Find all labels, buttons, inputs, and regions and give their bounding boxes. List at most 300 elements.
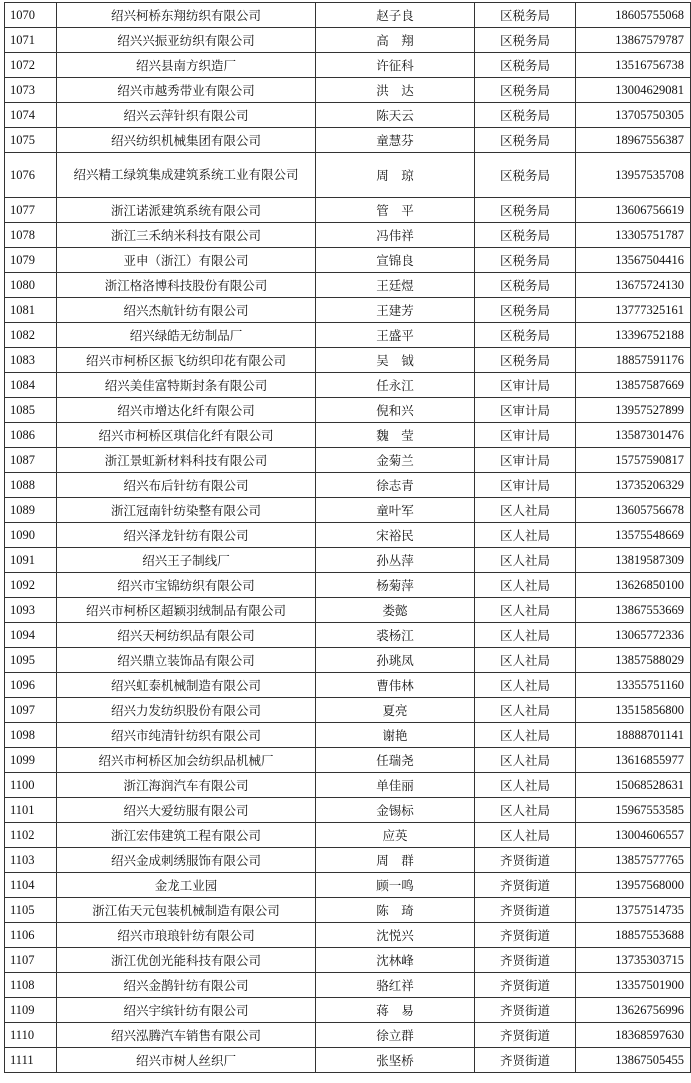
company-name-cell [57,698,316,723]
row-number-text: 1092 [10,577,35,592]
table-row [5,473,691,498]
row-number-cell [5,3,57,28]
table-row [5,573,691,598]
department-cell [475,103,576,128]
phone-number-text: 13004606557 [615,827,684,842]
department-text: 区审计局 [499,452,550,468]
contact-person-text: 周 琼 [376,167,414,183]
company-name-cell [57,823,316,848]
department-text: 齐贤街道 [499,1052,550,1068]
phone-number-text: 13355751160 [615,677,684,692]
row-number-text: 1098 [10,727,35,742]
table-row [5,823,691,848]
contact-person-cell [316,698,475,723]
phone-number-cell [576,153,691,198]
row-number-cell [5,348,57,373]
phone-number-cell [576,623,691,648]
phone-number-cell [576,773,691,798]
company-name-text: 绍兴市柯桥区振飞纺织印花有限公司 [85,352,286,368]
row-number-text: 1071 [10,32,35,47]
row-number-cell [5,873,57,898]
row-number-text: 1100 [10,777,35,792]
contact-person-cell [316,423,475,448]
phone-number-cell [576,398,691,423]
table-row [5,973,691,998]
company-name-text: 绍兴市柯桥区加会纺织品机械厂 [98,752,274,768]
department-cell [475,423,576,448]
contact-person-text: 童慧芬 [376,132,414,148]
row-number-text: 1087 [10,452,35,467]
phone-number-cell [576,923,691,948]
company-name-text: 绍兴市增达化纤有限公司 [117,402,255,418]
department-cell [475,548,576,573]
phone-number-text: 13616855977 [615,752,684,767]
contact-person-text: 沈悦兴 [376,927,414,943]
company-name-text: 绍兴市树人丝织厂 [135,1052,236,1068]
company-name-cell [57,648,316,673]
row-number-text: 1095 [10,652,35,667]
table-row [5,673,691,698]
department-cell [475,598,576,623]
phone-number-text: 18967556387 [615,132,684,147]
phone-number-cell [576,3,691,28]
table-row [5,348,691,373]
row-number-cell [5,398,57,423]
department-cell [475,923,576,948]
phone-number-cell [576,698,691,723]
contact-person-text: 任瑞尧 [376,752,414,768]
contact-person-cell [316,273,475,298]
phone-number-text: 13305751787 [615,227,684,242]
table-row [5,773,691,798]
contact-person-cell [316,198,475,223]
company-name-text: 浙江优创光能科技有限公司 [110,952,261,968]
table-row [5,548,691,573]
company-name-text: 绍兴绿皓无纺制品厂 [129,327,243,343]
department-cell [475,78,576,103]
contact-person-cell [316,298,475,323]
row-number-cell [5,1023,57,1048]
row-number-cell [5,748,57,773]
department-cell [475,798,576,823]
contact-person-cell [316,923,475,948]
department-cell [475,398,576,423]
contact-person-text: 张坚桥 [376,1052,414,1068]
company-name-cell [57,923,316,948]
department-cell [475,948,576,973]
company-name-text: 绍兴县南方织造厂 [135,57,236,73]
company-name-cell [57,673,316,698]
company-name-cell [57,78,316,103]
phone-number-cell [576,598,691,623]
phone-number-text: 13857588029 [615,652,684,667]
contact-person-cell [316,973,475,998]
department-text: 区税务局 [499,327,550,343]
contact-person-cell [316,498,475,523]
row-number-cell [5,248,57,273]
contact-person-text: 沈林峰 [376,952,414,968]
department-text: 区税务局 [499,202,550,218]
phone-number-text: 13819587309 [615,552,684,567]
contact-person-text: 任永江 [376,377,414,393]
company-name-text: 绍兴云萍针织有限公司 [123,107,249,123]
department-text: 区税务局 [499,352,550,368]
department-cell [475,323,576,348]
department-cell [475,573,576,598]
row-number-text: 1102 [10,827,35,842]
company-name-text: 绍兴王子制线厂 [142,552,230,568]
phone-number-text: 13735303715 [615,952,684,967]
table-row [5,898,691,923]
phone-number-cell [576,873,691,898]
department-text: 齐贤街道 [499,927,550,943]
company-name-cell [57,973,316,998]
row-number-text: 1111 [10,1052,34,1067]
company-name-text: 浙江佑天元包装机械制造有限公司 [92,902,280,918]
phone-number-text: 13516756738 [615,57,684,72]
contact-person-cell [316,103,475,128]
department-text: 区人社局 [499,527,550,543]
company-name-text: 浙江格洛博科技股份有限公司 [104,277,268,293]
company-name-text: 绍兴金成刺绣服饰有限公司 [110,852,261,868]
contact-person-cell [316,648,475,673]
company-name-cell [57,153,316,198]
phone-number-cell [576,323,691,348]
row-number-text: 1103 [10,852,35,867]
table-row [5,323,691,348]
contact-person-text: 宋裕民 [376,527,414,543]
row-number-text: 1108 [10,977,35,992]
department-text: 区税务局 [499,277,550,293]
table-row [5,298,691,323]
row-number-text: 1073 [10,82,35,97]
contact-person-cell [316,898,475,923]
department-text: 区人社局 [499,752,550,768]
department-cell [475,198,576,223]
company-name-text: 绍兴市纯清针纺织有限公司 [110,727,261,743]
contact-person-cell [316,448,475,473]
company-name-cell [57,573,316,598]
department-text: 区人社局 [499,552,550,568]
table-row [5,223,691,248]
company-name-cell [57,128,316,153]
phone-number-cell [576,948,691,973]
contact-person-cell [316,848,475,873]
row-number-cell [5,523,57,548]
table-row [5,53,691,78]
row-number-cell [5,773,57,798]
contact-person-cell [316,1048,475,1073]
phone-number-cell [576,648,691,673]
department-cell [475,248,576,273]
company-name-cell [57,773,316,798]
table-row [5,78,691,103]
row-number-text: 1094 [10,627,35,642]
company-name-cell [57,28,316,53]
row-number-text: 1090 [10,527,35,542]
phone-number-cell [576,198,691,223]
department-text: 区人社局 [499,802,550,818]
phone-number-text: 15068528631 [615,777,684,792]
contact-person-text: 王建芳 [376,302,414,318]
company-name-cell [57,473,316,498]
company-name-cell [57,498,316,523]
row-number-text: 1101 [10,802,35,817]
department-cell [475,523,576,548]
department-cell [475,973,576,998]
contact-person-text: 管 平 [376,202,414,218]
contact-person-text: 许征科 [376,57,414,73]
row-number-text: 1104 [10,877,35,892]
phone-number-text: 13515856800 [615,702,684,717]
phone-number-cell [576,128,691,153]
row-number-cell [5,223,57,248]
contact-person-cell [316,673,475,698]
company-name-cell [57,873,316,898]
table-row [5,723,691,748]
contact-person-text: 童叶军 [376,502,414,518]
row-number-text: 1097 [10,702,35,717]
company-name-text: 金龙工业园 [154,877,218,893]
phone-number-text: 13357501900 [615,977,684,992]
phone-number-cell [576,723,691,748]
row-number-text: 1077 [10,202,35,217]
phone-number-text: 15757590817 [615,452,684,467]
phone-number-text: 15967553585 [615,802,684,817]
phone-number-text: 13605756678 [615,502,684,517]
table-row [5,598,691,623]
contact-person-cell [316,3,475,28]
phone-number-cell [576,748,691,773]
department-text: 区税务局 [499,57,550,73]
row-number-cell [5,648,57,673]
phone-number-text: 13867553669 [615,602,684,617]
contact-person-cell [316,1023,475,1048]
contact-person-text: 顾一鸣 [376,877,414,893]
company-name-text: 绍兴纺织机械集团有限公司 [110,132,261,148]
company-name-cell [57,448,316,473]
company-name-cell [57,623,316,648]
contact-person-cell [316,523,475,548]
department-cell [475,648,576,673]
contact-person-cell [316,153,475,198]
department-text: 区人社局 [499,602,550,618]
phone-number-text: 13957527899 [615,402,684,417]
company-name-text: 亚申（浙江）有限公司 [123,252,249,268]
company-name-cell [57,898,316,923]
contact-person-text: 谢艳 [382,727,408,743]
department-text: 齐贤街道 [499,1002,550,1018]
company-name-text: 绍兴大爱纺服有限公司 [123,802,249,818]
row-number-cell [5,298,57,323]
department-cell [475,1023,576,1048]
phone-number-cell [576,998,691,1023]
contact-person-text: 金菊兰 [376,452,414,468]
company-name-text: 浙江海润汽车有限公司 [123,777,249,793]
row-number-cell [5,198,57,223]
phone-number-text: 13735206329 [615,477,684,492]
department-text: 区人社局 [499,727,550,743]
department-text: 区税务局 [499,82,550,98]
company-name-cell [57,298,316,323]
row-number-cell [5,973,57,998]
company-name-cell [57,723,316,748]
company-name-text: 绍兴柯桥东翔纺织有限公司 [110,7,261,23]
company-name-cell [57,223,316,248]
contact-person-cell [316,78,475,103]
row-number-text: 1083 [10,352,35,367]
table-row [5,398,691,423]
row-number-text: 1075 [10,132,35,147]
company-name-text: 绍兴市柯桥区琪信化纤有限公司 [98,427,274,443]
company-name-text: 浙江诺派建筑系统有限公司 [110,202,261,218]
phone-number-text: 13777325161 [615,302,684,317]
department-text: 区人社局 [499,577,550,593]
company-name-cell [57,998,316,1023]
contact-person-text: 娄懿 [382,602,408,618]
phone-number-cell [576,78,691,103]
department-text: 区审计局 [499,402,550,418]
table-row [5,798,691,823]
table-row [5,948,691,973]
phone-number-cell [576,498,691,523]
row-number-text: 1074 [10,107,35,122]
department-text: 区人社局 [499,502,550,518]
contact-person-text: 吴 钺 [376,352,414,368]
row-number-cell [5,673,57,698]
phone-number-cell [576,823,691,848]
department-text: 区税务局 [499,302,550,318]
phone-number-text: 13606756619 [615,202,684,217]
row-number-cell [5,723,57,748]
row-number-text: 1078 [10,227,35,242]
contact-person-text: 夏亮 [382,702,408,718]
department-cell [475,873,576,898]
department-text: 区人社局 [499,677,550,693]
department-cell [475,223,576,248]
department-text: 区人社局 [499,627,550,643]
phone-number-text: 13957568000 [615,877,684,892]
department-cell [475,623,576,648]
table-row [5,448,691,473]
contact-person-cell [316,998,475,1023]
contact-person-text: 王廷煜 [376,277,414,293]
company-name-cell [57,1023,316,1048]
row-number-text: 1107 [10,952,35,967]
phone-number-cell [576,28,691,53]
department-cell [475,998,576,1023]
phone-number-text: 18368597630 [615,1027,684,1042]
contact-person-cell [316,598,475,623]
row-number-cell [5,323,57,348]
row-number-text: 1081 [10,302,35,317]
phone-number-text: 13867505455 [615,1052,684,1067]
table-row [5,423,691,448]
row-number-text: 1088 [10,477,35,492]
company-name-text: 绍兴天柯纺织品有限公司 [117,627,255,643]
department-text: 区审计局 [499,427,550,443]
phone-number-text: 18857591176 [615,352,684,367]
phone-number-text: 18857553688 [615,927,684,942]
row-number-text: 1110 [10,1027,35,1042]
row-number-text: 1093 [10,602,35,617]
table-row [5,1048,691,1073]
contact-person-text: 陈天云 [376,107,414,123]
company-name-cell [57,3,316,28]
table-row [5,848,691,873]
company-name-cell [57,423,316,448]
phone-number-cell [576,103,691,128]
phone-number-text: 13867579787 [615,32,684,47]
contact-person-text: 徐志青 [376,477,414,493]
row-number-cell [5,373,57,398]
row-number-cell [5,423,57,448]
phone-number-text: 18605755068 [615,7,684,22]
department-cell [475,373,576,398]
row-number-cell [5,548,57,573]
row-number-cell [5,473,57,498]
row-number-text: 1080 [10,277,35,292]
row-number-cell [5,128,57,153]
phone-number-cell [576,1023,691,1048]
department-cell [475,498,576,523]
phone-number-text: 13567504416 [615,252,684,267]
company-contact-table [4,2,691,1073]
row-number-text: 1082 [10,327,35,342]
department-text: 区人社局 [499,652,550,668]
company-name-text: 绍兴宇缤针纺有限公司 [123,1002,249,1018]
table-row [5,523,691,548]
company-name-cell [57,323,316,348]
company-name-cell [57,248,316,273]
phone-number-text: 13957535708 [615,167,684,182]
department-cell [475,823,576,848]
contact-person-cell [316,53,475,78]
row-number-text: 1076 [10,167,35,182]
contact-person-cell [316,348,475,373]
department-cell [475,1048,576,1073]
table-row [5,248,691,273]
department-cell [475,28,576,53]
company-name-cell [57,273,316,298]
contact-person-text: 倪和兴 [376,402,414,418]
company-name-text: 浙江三禾纳米科技有限公司 [110,227,261,243]
row-number-cell [5,78,57,103]
phone-number-text: 13857577765 [615,852,684,867]
row-number-cell [5,898,57,923]
department-text: 齐贤街道 [499,977,550,993]
contact-person-text: 孙丛萍 [376,552,414,568]
table-row [5,698,691,723]
contact-person-cell [316,28,475,53]
table-row [5,623,691,648]
contact-person-cell [316,398,475,423]
company-name-cell [57,848,316,873]
row-number-text: 1070 [10,7,35,22]
company-name-cell [57,548,316,573]
contact-person-cell [316,223,475,248]
phone-number-cell [576,898,691,923]
department-cell [475,848,576,873]
table-row [5,128,691,153]
phone-number-cell [576,448,691,473]
department-cell [475,723,576,748]
company-name-text: 绍兴杰航针纺有限公司 [123,302,249,318]
contact-person-text: 骆红祥 [376,977,414,993]
table-row [5,498,691,523]
company-name-text: 绍兴鼎立装饰品有限公司 [117,652,255,668]
contact-person-cell [316,948,475,973]
